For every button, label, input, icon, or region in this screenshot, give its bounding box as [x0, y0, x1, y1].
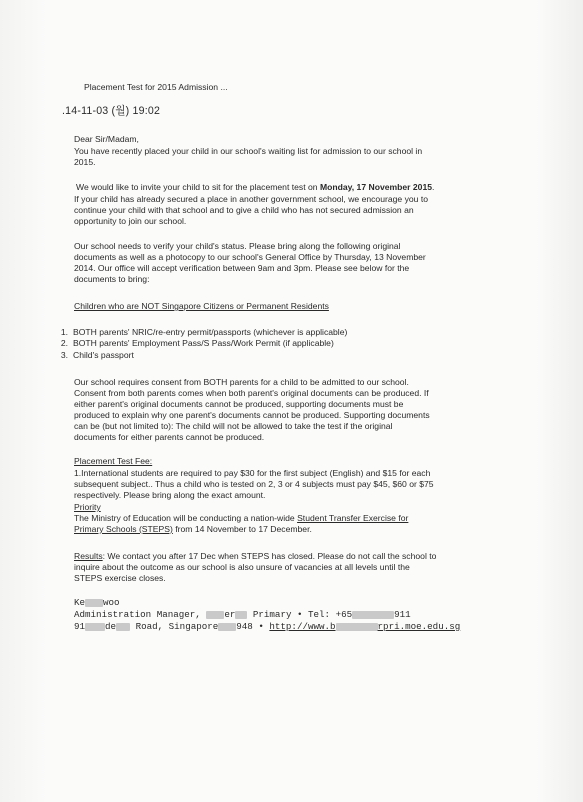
invite-suffix: .: [432, 182, 435, 192]
verify-line-3: 2014. Our office will accept verification between 9am and 3pm. Please see below for the: [74, 263, 410, 273]
sig-school-part: er: [224, 609, 236, 620]
priority-line-1: [74, 513, 408, 524]
signature-name: [74, 598, 120, 609]
results-line-1: [74, 551, 436, 562]
sig-tel-end: 911: [394, 609, 411, 620]
sig-address-part: de: [105, 621, 117, 632]
redaction: [218, 623, 236, 631]
fee-line-1: 1.International students are required to pay $30 for the first subject (English) and $15 for each: [74, 468, 431, 478]
invite-line-3: continue your child with that school and to give a child who has not secured admission an: [74, 205, 414, 215]
intro-line-2: 2015.: [74, 157, 96, 167]
invite-line-4: opportunity to join our school.: [74, 216, 187, 226]
invite-line: [76, 182, 434, 193]
priority-line-2: [74, 524, 312, 535]
timestamp-value: 14-11-03 (월) 19:02: [65, 105, 161, 117]
results-line-3: STEPS exercise closes.: [74, 573, 166, 583]
consent-line-1: Our school requires consent from BOTH parents for a child to be admitted to our school.: [74, 377, 409, 387]
list-item: Child's passport: [73, 350, 134, 360]
sig-name-end: woo: [103, 597, 120, 608]
verify-line-1: Our school needs to verify your child's status. Please bring along the following original: [74, 241, 401, 251]
link-start: http://www.b: [269, 621, 336, 632]
priority-dates: from 14 November to 17 December.: [172, 524, 312, 534]
school-website-link[interactable]: [269, 621, 460, 632]
redaction: [352, 611, 394, 619]
redaction: [85, 623, 105, 631]
priority-heading: Priority: [74, 502, 101, 512]
fee-line-2: subsequent subject.. Thus a child who is tested on 2, 3 or 4 subjects must pay $45, $60 or $75: [74, 479, 434, 489]
redaction: [85, 599, 103, 607]
results-text: : We contact you after 17 Dec when STEPS has closed. Please do not call the school to: [102, 551, 437, 561]
redaction: [206, 611, 224, 619]
invite-prefix: We would like to invite your child to sit for the placement test on: [76, 182, 320, 192]
link-end: rpri.moe.edu.sg: [377, 621, 461, 632]
salutation: Dear Sir/Madam,: [74, 134, 139, 144]
sig-address-start: 91: [74, 621, 86, 632]
signature-title: [74, 610, 411, 621]
sig-tel: Primary • Tel: +65: [247, 609, 353, 620]
results-label: Results: [74, 551, 103, 561]
invite-line-2: If your child has already secured a place in another government school, we encourage you to: [74, 194, 428, 204]
sig-role: Administration Manager,: [74, 609, 207, 620]
test-date: Monday, 17 November 2015: [319, 182, 433, 192]
results-line-2: inquire about the outcome as our school is also unsure of vacancies at all levels until the: [74, 562, 410, 572]
steps-link-part-1: Student Transfer Exercise for: [297, 513, 409, 523]
signature-address: [74, 622, 460, 633]
list-number: 2.: [60, 338, 68, 348]
list-item: BOTH parents' Employment Pass/S Pass/Work Permit (if applicable): [73, 338, 334, 348]
redaction: [336, 623, 378, 631]
steps-link-part-2: Primary Schools (STEPS): [74, 524, 173, 534]
priority-text: The Ministry of Education will be conducting a nation-wide: [74, 513, 298, 523]
list-number: 3.: [60, 350, 68, 360]
consent-line-6: documents for either parents cannot be produced.: [74, 432, 265, 442]
consent-line-2: Consent from both parents comes when both parent's original documents can be produced. If: [74, 388, 429, 398]
intro-line-1: You have recently placed your child in our school's waiting list for admission to our school in: [74, 146, 423, 156]
consent-line-5: can be (but not limited to): The child will not be allowed to take the test if the original: [74, 421, 393, 431]
redaction: [235, 611, 247, 619]
sig-name-start: Ke: [74, 597, 86, 608]
verify-line-2: documents as well as a photocopy to our school's General Office by Thursday, 13 November: [74, 252, 426, 262]
redaction: [116, 623, 130, 631]
fee-heading: Placement Test Fee:: [74, 456, 153, 466]
list-item: BOTH parents' NRIC/re-entry permit/passports (whichever is applicable): [73, 327, 348, 337]
consent-line-4: produced to explain why one parent's documents cannot be produced. Supporting documents: [74, 410, 430, 420]
section-heading: Children who are NOT Singapore Citizens or Permanent Residents: [74, 301, 329, 311]
consent-line-3: either parent's original documents cannot be produced, supporting documents must be: [74, 399, 404, 409]
sig-address-city: Road, Singapore: [130, 621, 219, 632]
document-title: Placement Test for 2015 Admission ...: [84, 82, 228, 92]
fee-line-3: respectively. Please bring along the exact amount.: [74, 490, 266, 500]
timestamp: .14-11-03 (월) 19:02: [62, 105, 161, 117]
sig-postcode: 948 •: [236, 621, 270, 632]
list-number: 1.: [60, 327, 68, 337]
verify-line-4: documents to bring:: [74, 274, 150, 284]
